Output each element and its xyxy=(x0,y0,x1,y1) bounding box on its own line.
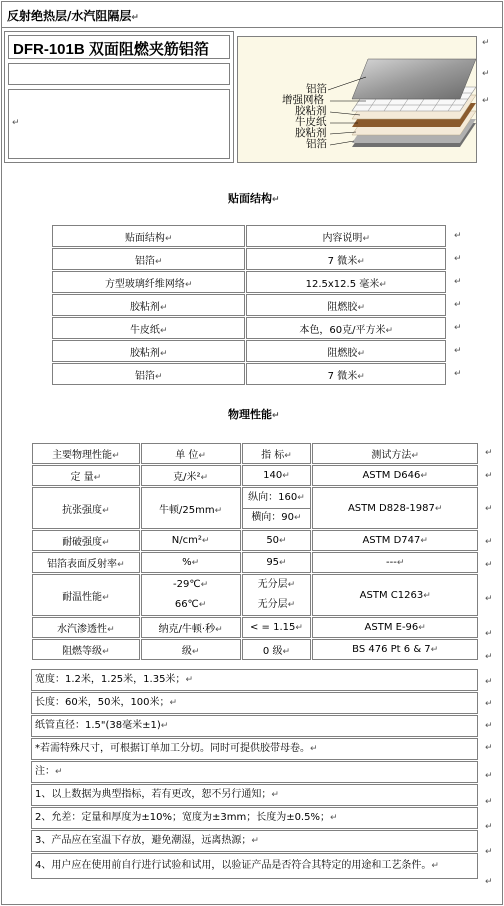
split-value: -29℃↵ xyxy=(173,579,209,590)
table-row xyxy=(32,552,478,573)
note-item-1: 1、以上数据为典型指标，若有更改，恕不另行通知；↵ xyxy=(31,784,478,806)
split-value: 横向：90↵ xyxy=(251,512,302,523)
table-row xyxy=(52,225,446,247)
properties-table xyxy=(31,442,479,661)
table-cell: 95↵ xyxy=(242,552,312,573)
product-title xyxy=(8,35,230,59)
layer-label: 胶粘剂 xyxy=(295,127,327,139)
note-core-diameter: 纸管直径：1.5"(38毫米±1)↵ xyxy=(31,715,478,737)
table-cell: 耐温性能↵ xyxy=(32,574,140,616)
mark: ↵ xyxy=(485,471,493,481)
table-row xyxy=(32,487,478,529)
mark: ↵ xyxy=(482,69,490,79)
note-item-4: 4、用户应在使用前自行进行试验和试用，以验证产品是否符合其特定的用途和工艺条件。↵ xyxy=(31,853,478,879)
layer-structure-image xyxy=(237,36,477,163)
table-cell: 50↵ xyxy=(242,530,312,551)
table-cell: 方型玻璃纤维网络↵ xyxy=(52,271,245,293)
layer-label: 铝箔 xyxy=(306,83,327,95)
product-title-text: DFR-101B 双面阻燃夹筋铝箔 xyxy=(13,41,209,58)
table-row xyxy=(52,363,446,385)
mark: ↵ xyxy=(454,300,462,310)
table-cell: 140↵ xyxy=(242,465,312,486)
layer-label: 牛皮纸 xyxy=(295,116,327,128)
table-cell: 水汽渗透性↵ xyxy=(32,617,140,638)
table-row xyxy=(52,294,446,316)
leader-line xyxy=(330,132,356,134)
split-value: 66℃↵ xyxy=(174,599,207,610)
table-cell xyxy=(242,574,312,616)
leader-line xyxy=(330,141,354,145)
mark: ↵ xyxy=(485,560,493,570)
notes-section xyxy=(31,669,478,880)
table-row xyxy=(32,443,478,464)
blank-cell xyxy=(8,63,230,85)
table-cell: ASTM D828-1987↵ xyxy=(312,487,478,529)
table-row xyxy=(52,271,446,293)
table-row xyxy=(52,317,446,339)
table-header-cell: 指 标↵ xyxy=(242,443,312,464)
table-row xyxy=(32,574,478,616)
table-cell: 阻燃胶↵ xyxy=(246,340,446,362)
note-length: 长度：60米，50米，100米；↵ xyxy=(31,692,478,714)
table-cell: ASTM C1263↵ xyxy=(312,574,478,616)
mark: ↵ xyxy=(454,277,462,287)
table-header-cell: 单 位↵ xyxy=(141,443,241,464)
table-cell: 铝箔↵ xyxy=(52,248,245,270)
table-row xyxy=(32,530,478,551)
split-value: 无分层↵ xyxy=(257,599,296,610)
note-custom-size: *若需特殊尺寸，可根据订单加工分切。同时可提供胶带母卷。↵ xyxy=(31,738,478,760)
table-cell: ASTM D747↵ xyxy=(312,530,478,551)
mark: ↵ xyxy=(454,369,462,379)
table-cell xyxy=(141,574,241,616)
mark: ↵ xyxy=(12,118,20,128)
table-header-cell: 测试方法↵ xyxy=(312,443,478,464)
table-cell: 级↵ xyxy=(141,639,241,660)
mark: ↵ xyxy=(454,346,462,356)
page-header xyxy=(2,2,502,28)
mark: ↵ xyxy=(485,699,493,709)
table-cell: 铝箔↵ xyxy=(52,363,245,385)
table-cell: %↵ xyxy=(141,552,241,573)
layer-aluminum-top xyxy=(352,59,476,99)
table-cell: 定 量↵ xyxy=(32,465,140,486)
mark: ↵ xyxy=(454,323,462,333)
mark: ↵ xyxy=(482,38,490,48)
layer-label: 胶粘剂 xyxy=(295,105,327,117)
layer-label: 铝箔 xyxy=(306,138,327,150)
mark: ↵ xyxy=(485,652,493,662)
page-header-text: 反射绝热层/水汽阻隔层 xyxy=(7,9,132,23)
note-width: 宽度：1.2米，1.25米，1.35米；↵ xyxy=(31,669,478,691)
table-cell: ASTM D646↵ xyxy=(312,465,478,486)
table-cell: 克/米²↵ xyxy=(141,465,241,486)
table-cell: 阻燃等级↵ xyxy=(32,639,140,660)
table-cell: 12.5x12.5 毫米↵ xyxy=(246,271,446,293)
structure-table xyxy=(51,224,447,386)
mark: ↵ xyxy=(485,537,493,547)
mark: ↵ xyxy=(485,877,493,887)
table-row xyxy=(52,340,446,362)
table-cell: 牛顿/25mm↵ xyxy=(141,487,241,529)
mark: ↵ xyxy=(482,96,490,106)
table-cell: 7 微米↵ xyxy=(246,248,446,270)
note-item-3: 3、产品应在室温下存放，避免潮湿，远离热源；↵ xyxy=(31,830,478,852)
structure-heading: 贴面结构↵ xyxy=(228,192,280,205)
layer-label: 增强网格 xyxy=(282,94,324,106)
properties-heading: 物理性能↵ xyxy=(228,408,280,421)
table-cell: ASTM E-96↵ xyxy=(312,617,478,638)
blank-cell xyxy=(8,89,230,159)
table-cell xyxy=(242,487,312,529)
note-heading: 注：↵ xyxy=(31,761,478,783)
table-header-cell: 内容说明↵ xyxy=(246,225,446,247)
mark: ↵ xyxy=(485,677,493,687)
table-cell: 纳克/牛顿·秒↵ xyxy=(141,617,241,638)
mark: ↵ xyxy=(485,822,493,832)
product-panel xyxy=(4,31,234,163)
note-item-2: 2、允差：定量和厚度为±10%；宽度为±3mm；长度为±0.5%；↵ xyxy=(31,807,478,829)
table-row xyxy=(52,248,446,270)
mark: ↵ xyxy=(454,231,462,241)
mark: ↵ xyxy=(485,847,493,857)
table-row xyxy=(32,465,478,486)
mark: ↵ xyxy=(485,721,493,731)
mark: ↵ xyxy=(485,448,493,458)
table-row xyxy=(32,617,478,638)
table-cell: ---↵ xyxy=(312,552,478,573)
mark: ↵ xyxy=(485,771,493,781)
table-cell: 胶粘剂↵ xyxy=(52,294,245,316)
table-cell: 0 级↵ xyxy=(242,639,312,660)
mark: ↵ xyxy=(485,504,493,514)
mark: ↵ xyxy=(485,743,493,753)
mark: ↵ xyxy=(485,629,493,639)
table-cell: 阻燃胶↵ xyxy=(246,294,446,316)
table-row xyxy=(32,639,478,660)
table-cell: 铝箔表面反射率↵ xyxy=(32,552,140,573)
table-cell: BS 476 Pt 6 & 7↵ xyxy=(312,639,478,660)
mark: ↵ xyxy=(454,254,462,264)
table-cell: 牛皮纸↵ xyxy=(52,317,245,339)
split-value: 无分层↵ xyxy=(257,579,296,590)
table-cell: 抗张强度↵ xyxy=(32,487,140,529)
layer-stack-graphic xyxy=(238,37,476,162)
table-cell: 7 微米↵ xyxy=(246,363,446,385)
mark: ↵ xyxy=(485,797,493,807)
table-cell: 本色，60克/平方米↵ xyxy=(246,317,446,339)
page-frame xyxy=(1,1,503,905)
cell-divider xyxy=(243,508,311,509)
mark: ↵ xyxy=(485,594,493,604)
table-header-cell: 主要物理性能↵ xyxy=(32,443,140,464)
table-header-cell: 贴面结构↵ xyxy=(52,225,245,247)
table-cell: 胶粘剂↵ xyxy=(52,340,245,362)
mark: ↵ xyxy=(131,13,139,23)
table-cell: < = 1.15↵ xyxy=(242,617,312,638)
split-value: 纵向：160↵ xyxy=(248,492,305,503)
table-cell: 耐破强度↵ xyxy=(32,530,140,551)
table-cell: N/cm²↵ xyxy=(141,530,241,551)
